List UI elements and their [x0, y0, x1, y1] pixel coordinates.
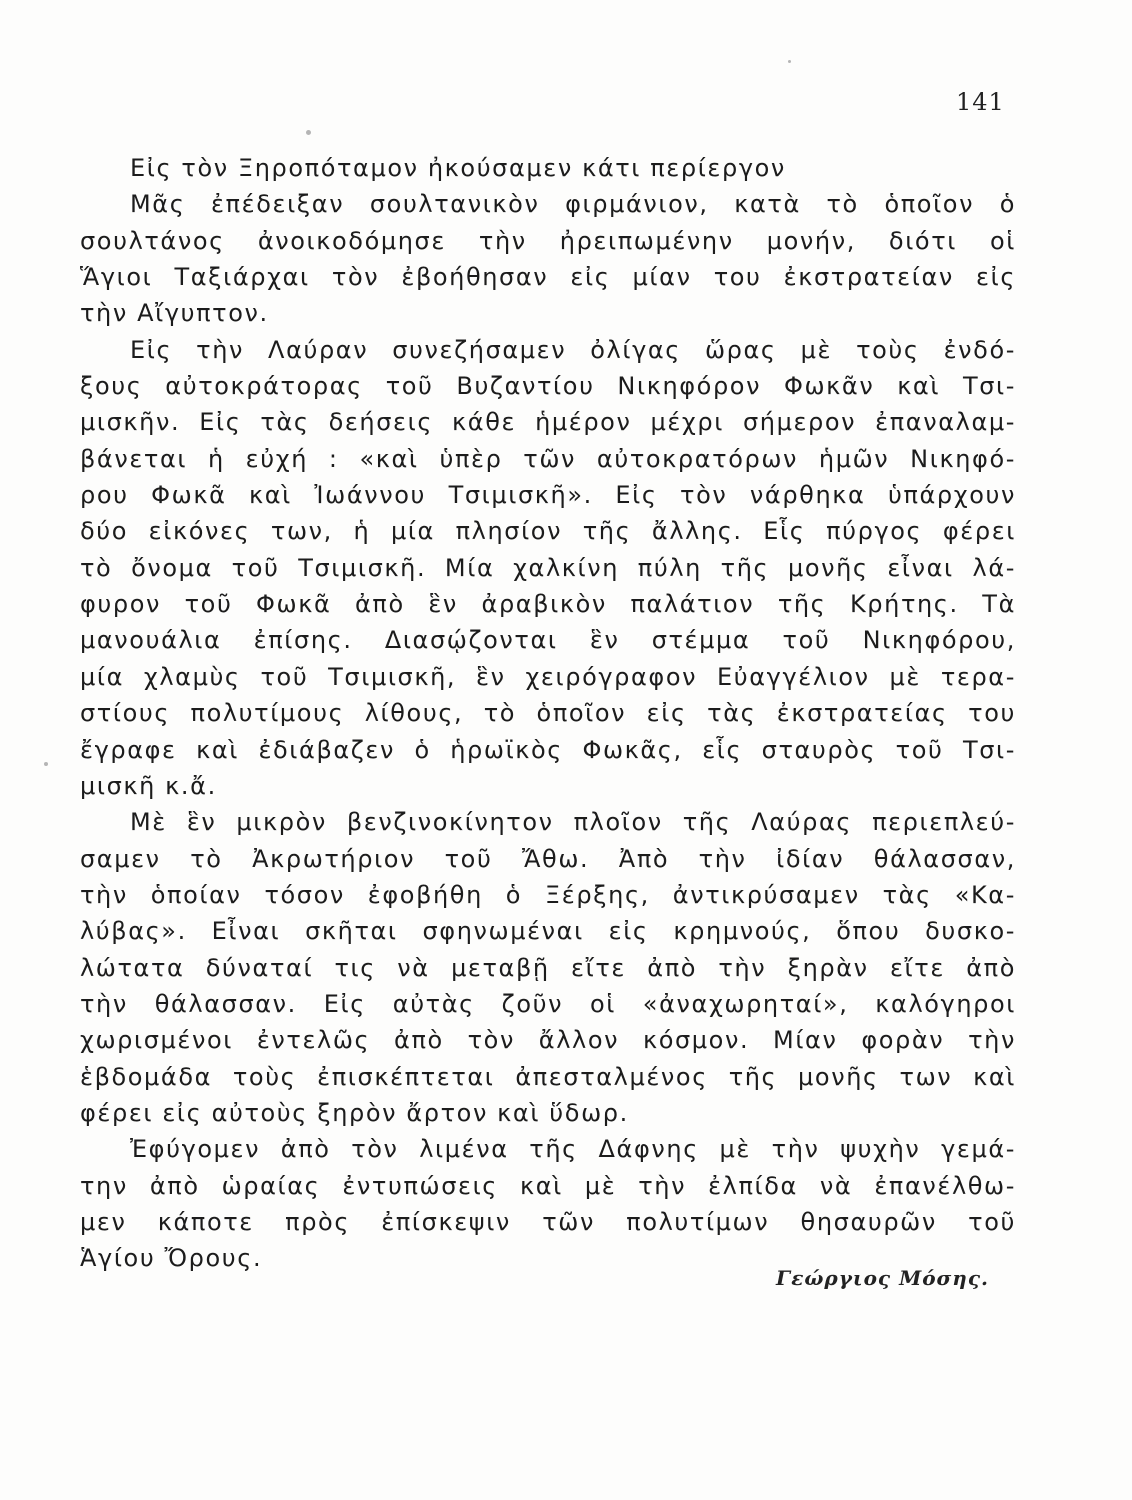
- text-line: μανουάλια ἐπίσης. Διασῴζονται ἓν στέμμα τοῦ Νικηφόρου,: [80, 626, 1016, 655]
- text-line: Ἁγίου Ὄρους.: [80, 1244, 263, 1273]
- author-signature: Γεώργιος Μόσης.: [776, 1266, 989, 1290]
- text-line: μεν κάποτε πρὸς ἐπίσκεψιν τῶν πολυτίμων θησαυρῶν τοῦ: [80, 1207, 1016, 1236]
- text-line: Εἰς τὸν Ξηροπόταμον ἠκούσαμεν κάτι περίεργον: [130, 154, 786, 182]
- text-line: φέρει εἰς αὐτοὺς ξηρὸν ἄρτον καὶ ὕδωρ.: [80, 1098, 629, 1127]
- paper-speck: [44, 762, 48, 766]
- text-line: δύο εἰκόνες των, ἡ μία πλησίον τῆς ἄλλης. Εἷς πύργος φέρει: [80, 517, 1016, 546]
- text-line: τὸ ὄνομα τοῦ Τσιμισκῆ. Μία χαλκίνη πύλη τῆς μονῆς εἶναι λά-: [80, 553, 1016, 582]
- article-body: [80, 150, 1016, 1277]
- text-line: τὴν ὁποίαν τόσον ἐφοβήθη ὁ Ξέρξης, ἀντικρύσαμεν τὰς «Κα-: [80, 880, 1016, 909]
- text-line: φυρον τοῦ Φωκᾶ ἀπὸ ἓν ἀραβικὸν παλάτιον τῆς Κρήτης. Τὰ: [80, 590, 1016, 619]
- text-line: Μᾶς ἐπέδειξαν σουλτανικὸν φιρμάνιον, κατὰ τὸ ὁποῖον ὁ: [130, 190, 1016, 219]
- text-line: Ἐφύγομεν ἀπὸ τὸν λιμένα τῆς Δάφνης μὲ τὴν ψυχὴν γεμά-: [130, 1135, 1016, 1164]
- text-line: ρου Φωκᾶ καὶ Ἰωάννου Τσιμισκῆ». Εἰς τὸν νάρθηκα ὑπάρχουν: [80, 481, 1016, 510]
- text-line: ἑβδομάδα τοὺς ἐπισκέπτεται ἀπεσταλμένος τῆς μονῆς των καὶ: [80, 1062, 1016, 1091]
- paper-speck: [788, 60, 791, 63]
- text-line: Ἅγιοι Ταξιάρχαι τὸν ἐβοήθησαν εἰς μίαν του ἐκστρατείαν εἰς: [80, 263, 1016, 292]
- page-number: 141: [956, 88, 1005, 116]
- text-line: ξους αὐτοκράτορας τοῦ Βυζαντίου Νικηφόρον Φωκᾶν καὶ Τσι-: [80, 372, 1016, 401]
- text-line: λύβας». Εἶναι σκῆται σφηνωμέναι εἰς κρημνούς, ὅπου δυσκο-: [80, 917, 1016, 946]
- text-line: σουλτάνος ἀνοικοδόμησε τὴν ἠρειπωμένην μονήν, διότι οἱ: [80, 226, 1016, 255]
- text-line: λώτατα δύναταί τις νὰ μεταβῇ εἴτε ἀπὸ τὴν ξηρὰν εἴτε ἀπὸ: [80, 953, 1016, 982]
- text-line: σαμεν τὸ Ἀκρωτήριον τοῦ Ἄθω. Ἀπὸ τὴν ἰδίαν θάλασσαν,: [80, 844, 1016, 873]
- text-line: τὴν θάλασσαν. Εἰς αὐτὰς ζοῦν οἱ «ἀναχωρηταί», καλόγηροι: [80, 989, 1016, 1018]
- text-line: μία χλαμὺς τοῦ Τσιμισκῆ, ἓν χειρόγραφον Εὐαγγέλιον μὲ τερα-: [80, 662, 1016, 691]
- text-line: στίους πολυτίμους λίθους, τὸ ὁποῖον εἰς τὰς ἐκστρατείας του: [80, 699, 1016, 728]
- text-line: την ἀπὸ ὡραίας ἐντυπώσεις καὶ μὲ τὴν ἐλπίδα νὰ ἐπανέλθω-: [80, 1171, 1016, 1200]
- text-line: τὴν Αἴγυπτον.: [80, 299, 269, 328]
- text-line: μισκῆν. Εἰς τὰς δεήσεις κάθε ἡμέρον μέχρι σήμερον ἐπαναλαμ-: [80, 408, 1016, 437]
- text-line: χωρισμένοι ἐντελῶς ἀπὸ τὸν ἄλλον κόσμον. Μίαν φορὰν τὴν: [80, 1026, 1016, 1055]
- text-line: βάνεται ἡ εὐχή : «καὶ ὑπὲρ τῶν αὐτοκρατόρων ἡμῶν Νικηφό-: [80, 444, 1016, 473]
- text-line: μισκῆ κ.ἄ.: [80, 771, 217, 800]
- paper-speck: [306, 130, 311, 135]
- text-line: Μὲ ἓν μικρὸν βενζινοκίνητον πλοῖον τῆς Λαύρας περιεπλεύ-: [130, 808, 1016, 837]
- text-line: ἔγραφε καὶ ἐδιάβαζεν ὁ ἡρωϊκὸς Φωκᾶς, εἷς σταυρὸς τοῦ Τσι-: [80, 735, 1016, 764]
- text-line: Εἰς τὴν Λαύραν συνεζήσαμεν ὀλίγας ὥρας μὲ τοὺς ἐνδό-: [130, 335, 1016, 364]
